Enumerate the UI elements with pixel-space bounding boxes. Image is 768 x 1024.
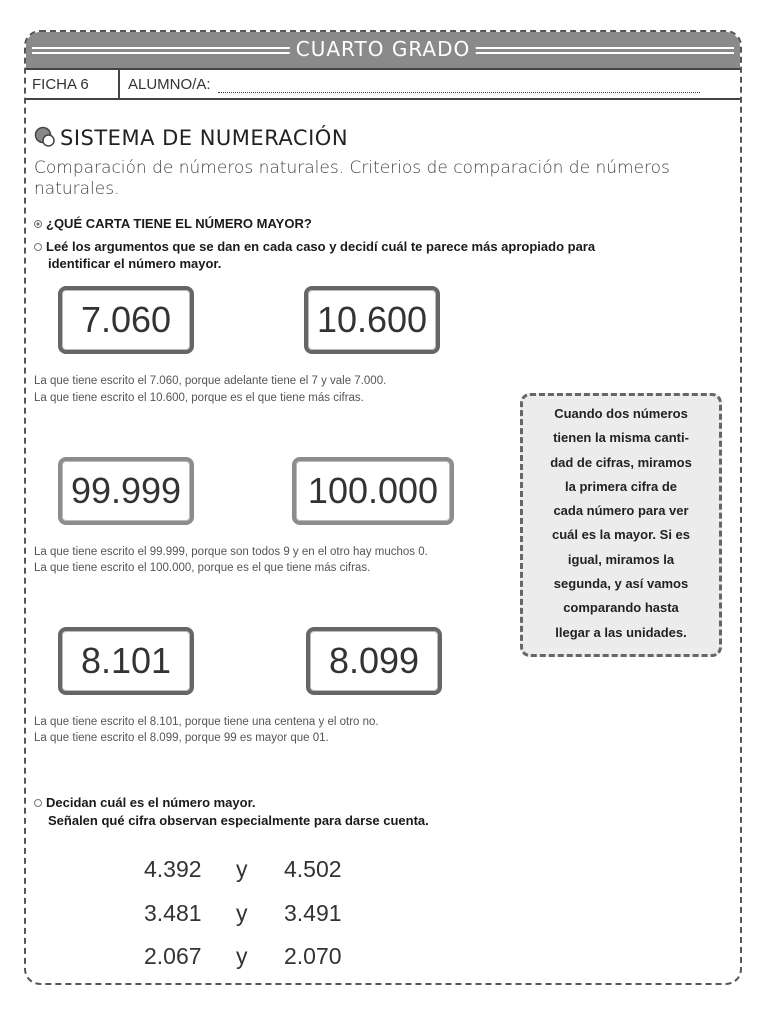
pair-conjunction: y [236, 943, 248, 969]
callout-line: segunda, y así vamos [553, 576, 689, 592]
pair-first-number[interactable]: 4.392 [144, 856, 202, 882]
reason-option[interactable]: La que tiene escrito el 8.099, porque 99 es mayor que 01. [34, 732, 329, 744]
reason-option[interactable]: La que tiene escrito el 7.060, porque adelante tiene el 7 y vale 7.000. [34, 375, 387, 387]
section-icon [34, 126, 56, 148]
pair-second-number[interactable]: 4.502 [284, 856, 342, 882]
ficha-label: FICHA 6 [32, 76, 89, 93]
pair-second-number[interactable]: 3.491 [284, 900, 342, 926]
question-instruction [34, 238, 724, 272]
question-heading [34, 216, 312, 231]
callout-line: la primera cifra de [565, 478, 677, 494]
reason-option[interactable]: La que tiene escrito el 99.999, porque son todos 9 y en el otro hay muchos 0. [34, 546, 428, 558]
info-bar [26, 68, 740, 100]
reason-option[interactable]: La que tiene escrito el 100.000, porque es el que tiene más cifras. [34, 562, 371, 574]
section-subtitle: Comparación de números naturales. Criterios de comparación de números naturales. [34, 158, 670, 199]
number-card[interactable]: 8.099 [306, 627, 442, 695]
student-name-line[interactable] [218, 92, 700, 93]
info-divider [118, 70, 120, 98]
callout-line: comparando hasta [563, 600, 679, 616]
number-card[interactable]: 10.600 [304, 286, 440, 354]
grade-title: CUARTO GRADO [290, 37, 476, 61]
task-instruction [34, 794, 429, 830]
task-line: Señalen qué cifra observan especialmente para darse cuenta. [48, 813, 429, 828]
callout-line: cada número para ver [553, 503, 689, 519]
pair-second-number[interactable]: 2.070 [284, 943, 342, 969]
number-card[interactable]: 8.101 [58, 627, 194, 695]
number-card[interactable]: 7.060 [58, 286, 194, 354]
number-card[interactable]: 100.000 [292, 457, 454, 525]
pair-conjunction: y [236, 856, 248, 882]
bullet-icon [34, 799, 42, 807]
tip-callout [520, 393, 722, 657]
instruction-line: Leé los argumentos que se dan en cada caso y decidí cuál te parece más apropiado para [46, 239, 596, 254]
callout-line: Cuando dos números [554, 406, 688, 421]
callout-line: cuál es la mayor. Si es [551, 527, 691, 543]
student-label: ALUMNO/A: [128, 76, 211, 93]
callout-line: igual, miramos la [567, 551, 675, 567]
pair-conjunction: y [236, 900, 248, 926]
bullet-icon [34, 220, 42, 228]
question-heading-text: ¿QUÉ CARTA TIENE EL NÚMERO MAYOR? [46, 216, 312, 231]
pair-first-number[interactable]: 2.067 [144, 943, 202, 969]
pair-first-number[interactable]: 3.481 [144, 900, 202, 926]
task-line: Decidan cuál es el número mayor. [46, 795, 256, 810]
callout-line: llegar a las unidades. [555, 624, 687, 640]
callout-line: dad de cifras, miramos [550, 454, 692, 470]
bullet-icon [34, 243, 42, 251]
reason-option[interactable]: La que tiene escrito el 8.101, porque tiene una centena y el otro no. [34, 716, 379, 728]
number-card[interactable]: 99.999 [58, 457, 194, 525]
callout-line: tienen la misma canti- [553, 430, 689, 446]
grade-banner [26, 32, 740, 68]
section-title: SISTEMA DE NUMERACIÓN [60, 126, 349, 150]
reason-option[interactable]: La que tiene escrito el 10.600, porque es el que tiene más cifras. [34, 392, 364, 404]
instruction-line: identificar el número mayor. [48, 256, 222, 271]
